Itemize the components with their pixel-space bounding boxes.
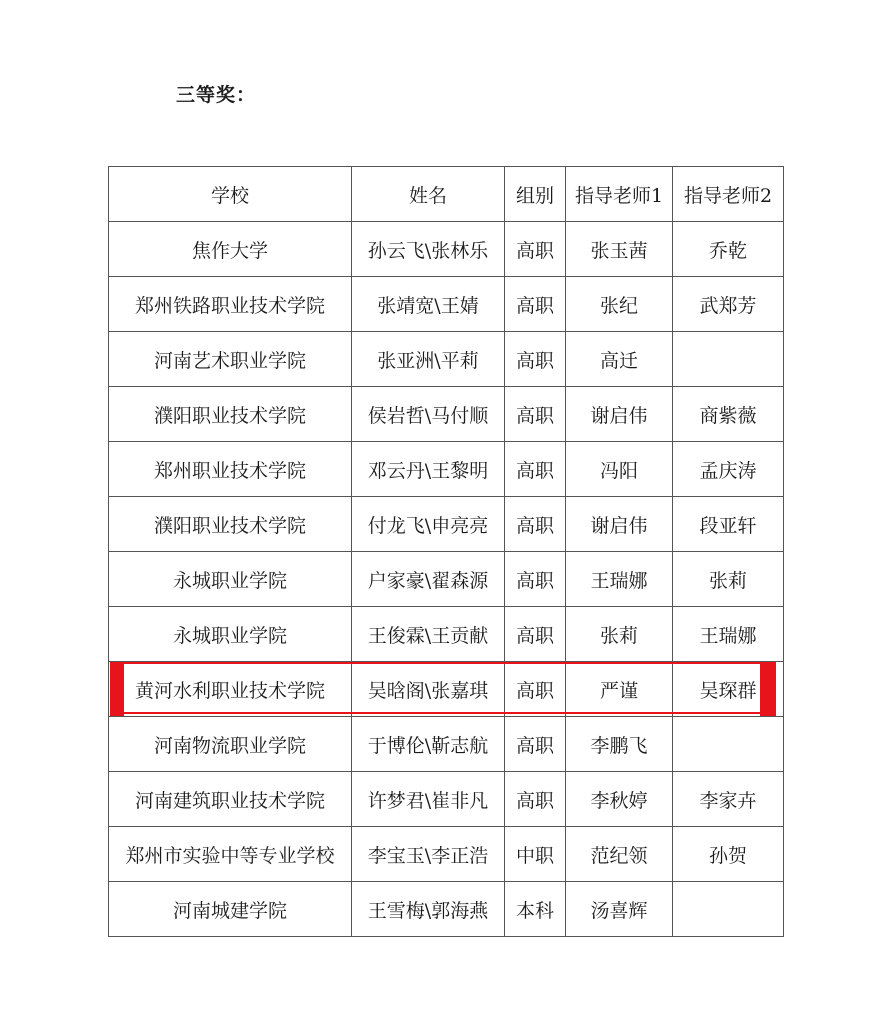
cell-advisor-1: 王瑞娜 — [566, 552, 673, 607]
cell-group: 高职 — [505, 662, 566, 717]
cell-school: 郑州职业技术学院 — [109, 442, 352, 497]
cell-name: 付龙飞\申亮亮 — [352, 497, 505, 552]
cell-name: 孙云飞\张林乐 — [352, 222, 505, 277]
cell-name: 邓云丹\王黎明 — [352, 442, 505, 497]
cell-advisor-2: 武郑芳 — [673, 277, 784, 332]
cell-school: 永城职业学院 — [109, 607, 352, 662]
section-heading: 三等奖： — [176, 84, 257, 106]
highlight-bar-right — [760, 662, 776, 716]
cell-advisor-1: 张玉茜 — [566, 222, 673, 277]
cell-name: 于博伦\靳志航 — [352, 717, 505, 772]
table-row — [109, 222, 784, 277]
highlight-bar-left — [110, 662, 124, 716]
table-row — [109, 882, 784, 937]
cell-advisor-1: 范纪领 — [566, 827, 673, 882]
cell-name: 李宝玉\李正浩 — [352, 827, 505, 882]
cell-advisor-2: 张莉 — [673, 552, 784, 607]
cell-school: 焦作大学 — [109, 222, 352, 277]
cell-advisor-1: 高迁 — [566, 332, 673, 387]
cell-group: 高职 — [505, 277, 566, 332]
cell-advisor-1: 谢启伟 — [566, 387, 673, 442]
cell-school: 河南建筑职业技术学院 — [109, 772, 352, 827]
header-advisor-1: 指导老师1 — [566, 167, 673, 222]
table-body — [109, 222, 784, 937]
cell-group: 本科 — [505, 882, 566, 937]
cell-advisor-2: 乔乾 — [673, 222, 784, 277]
cell-advisor-1: 李鹏飞 — [566, 717, 673, 772]
header-school: 学校 — [109, 167, 352, 222]
cell-name: 户家豪\翟森源 — [352, 552, 505, 607]
cell-group: 高职 — [505, 717, 566, 772]
cell-group: 高职 — [505, 552, 566, 607]
cell-group: 高职 — [505, 607, 566, 662]
table-row — [109, 717, 784, 772]
cell-advisor-1: 冯阳 — [566, 442, 673, 497]
cell-name: 张靖宽\王婧 — [352, 277, 505, 332]
cell-advisor-2: 孟庆涛 — [673, 442, 784, 497]
cell-school: 濮阳职业技术学院 — [109, 497, 352, 552]
cell-advisor-2 — [673, 717, 784, 772]
cell-school: 河南物流职业学院 — [109, 717, 352, 772]
cell-school: 郑州市实验中等专业学校 — [109, 827, 352, 882]
table-row — [109, 552, 784, 607]
header-advisor-2: 指导老师2 — [673, 167, 784, 222]
cell-school: 黄河水利职业技术学院 — [109, 662, 352, 717]
table-row — [109, 772, 784, 827]
cell-school: 河南城建学院 — [109, 882, 352, 937]
cell-school: 河南艺术职业学院 — [109, 332, 352, 387]
cell-school: 郑州铁路职业技术学院 — [109, 277, 352, 332]
table-row — [109, 332, 784, 387]
cell-advisor-1: 李秋婷 — [566, 772, 673, 827]
cell-group: 高职 — [505, 772, 566, 827]
cell-advisor-2: 商紫薇 — [673, 387, 784, 442]
cell-advisor-2: 李家卉 — [673, 772, 784, 827]
cell-name: 许梦君\崔非凡 — [352, 772, 505, 827]
cell-name: 王雪梅\郭海燕 — [352, 882, 505, 937]
cell-name: 吴晗阁\张嘉琪 — [352, 662, 505, 717]
cell-name: 张亚洲\平莉 — [352, 332, 505, 387]
header-name: 姓名 — [352, 167, 505, 222]
cell-name: 侯岩哲\马付顺 — [352, 387, 505, 442]
table-row — [109, 607, 784, 662]
table-row — [109, 442, 784, 497]
cell-group: 高职 — [505, 332, 566, 387]
cell-group: 高职 — [505, 442, 566, 497]
cell-advisor-1: 张纪 — [566, 277, 673, 332]
cell-group: 高职 — [505, 387, 566, 442]
award-table — [108, 166, 784, 937]
header-group: 组别 — [505, 167, 566, 222]
table-row — [109, 387, 784, 442]
cell-advisor-1: 严谨 — [566, 662, 673, 717]
table-row — [109, 277, 784, 332]
table-row-highlighted — [109, 662, 784, 717]
cell-school: 永城职业学院 — [109, 552, 352, 607]
cell-advisor-1: 张莉 — [566, 607, 673, 662]
cell-advisor-2: 孙贺 — [673, 827, 784, 882]
cell-school: 濮阳职业技术学院 — [109, 387, 352, 442]
cell-group: 中职 — [505, 827, 566, 882]
cell-advisor-1: 谢启伟 — [566, 497, 673, 552]
cell-advisor-2: 吴琛群 — [673, 662, 784, 717]
table-row — [109, 827, 784, 882]
cell-advisor-2: 段亚轩 — [673, 497, 784, 552]
table-row — [109, 497, 784, 552]
table-header-row — [109, 167, 784, 222]
cell-group: 高职 — [505, 222, 566, 277]
cell-advisor-2 — [673, 332, 784, 387]
cell-group: 高职 — [505, 497, 566, 552]
cell-advisor-1: 汤喜辉 — [566, 882, 673, 937]
cell-name: 王俊霖\王贡献 — [352, 607, 505, 662]
cell-advisor-2: 王瑞娜 — [673, 607, 784, 662]
cell-advisor-2 — [673, 882, 784, 937]
